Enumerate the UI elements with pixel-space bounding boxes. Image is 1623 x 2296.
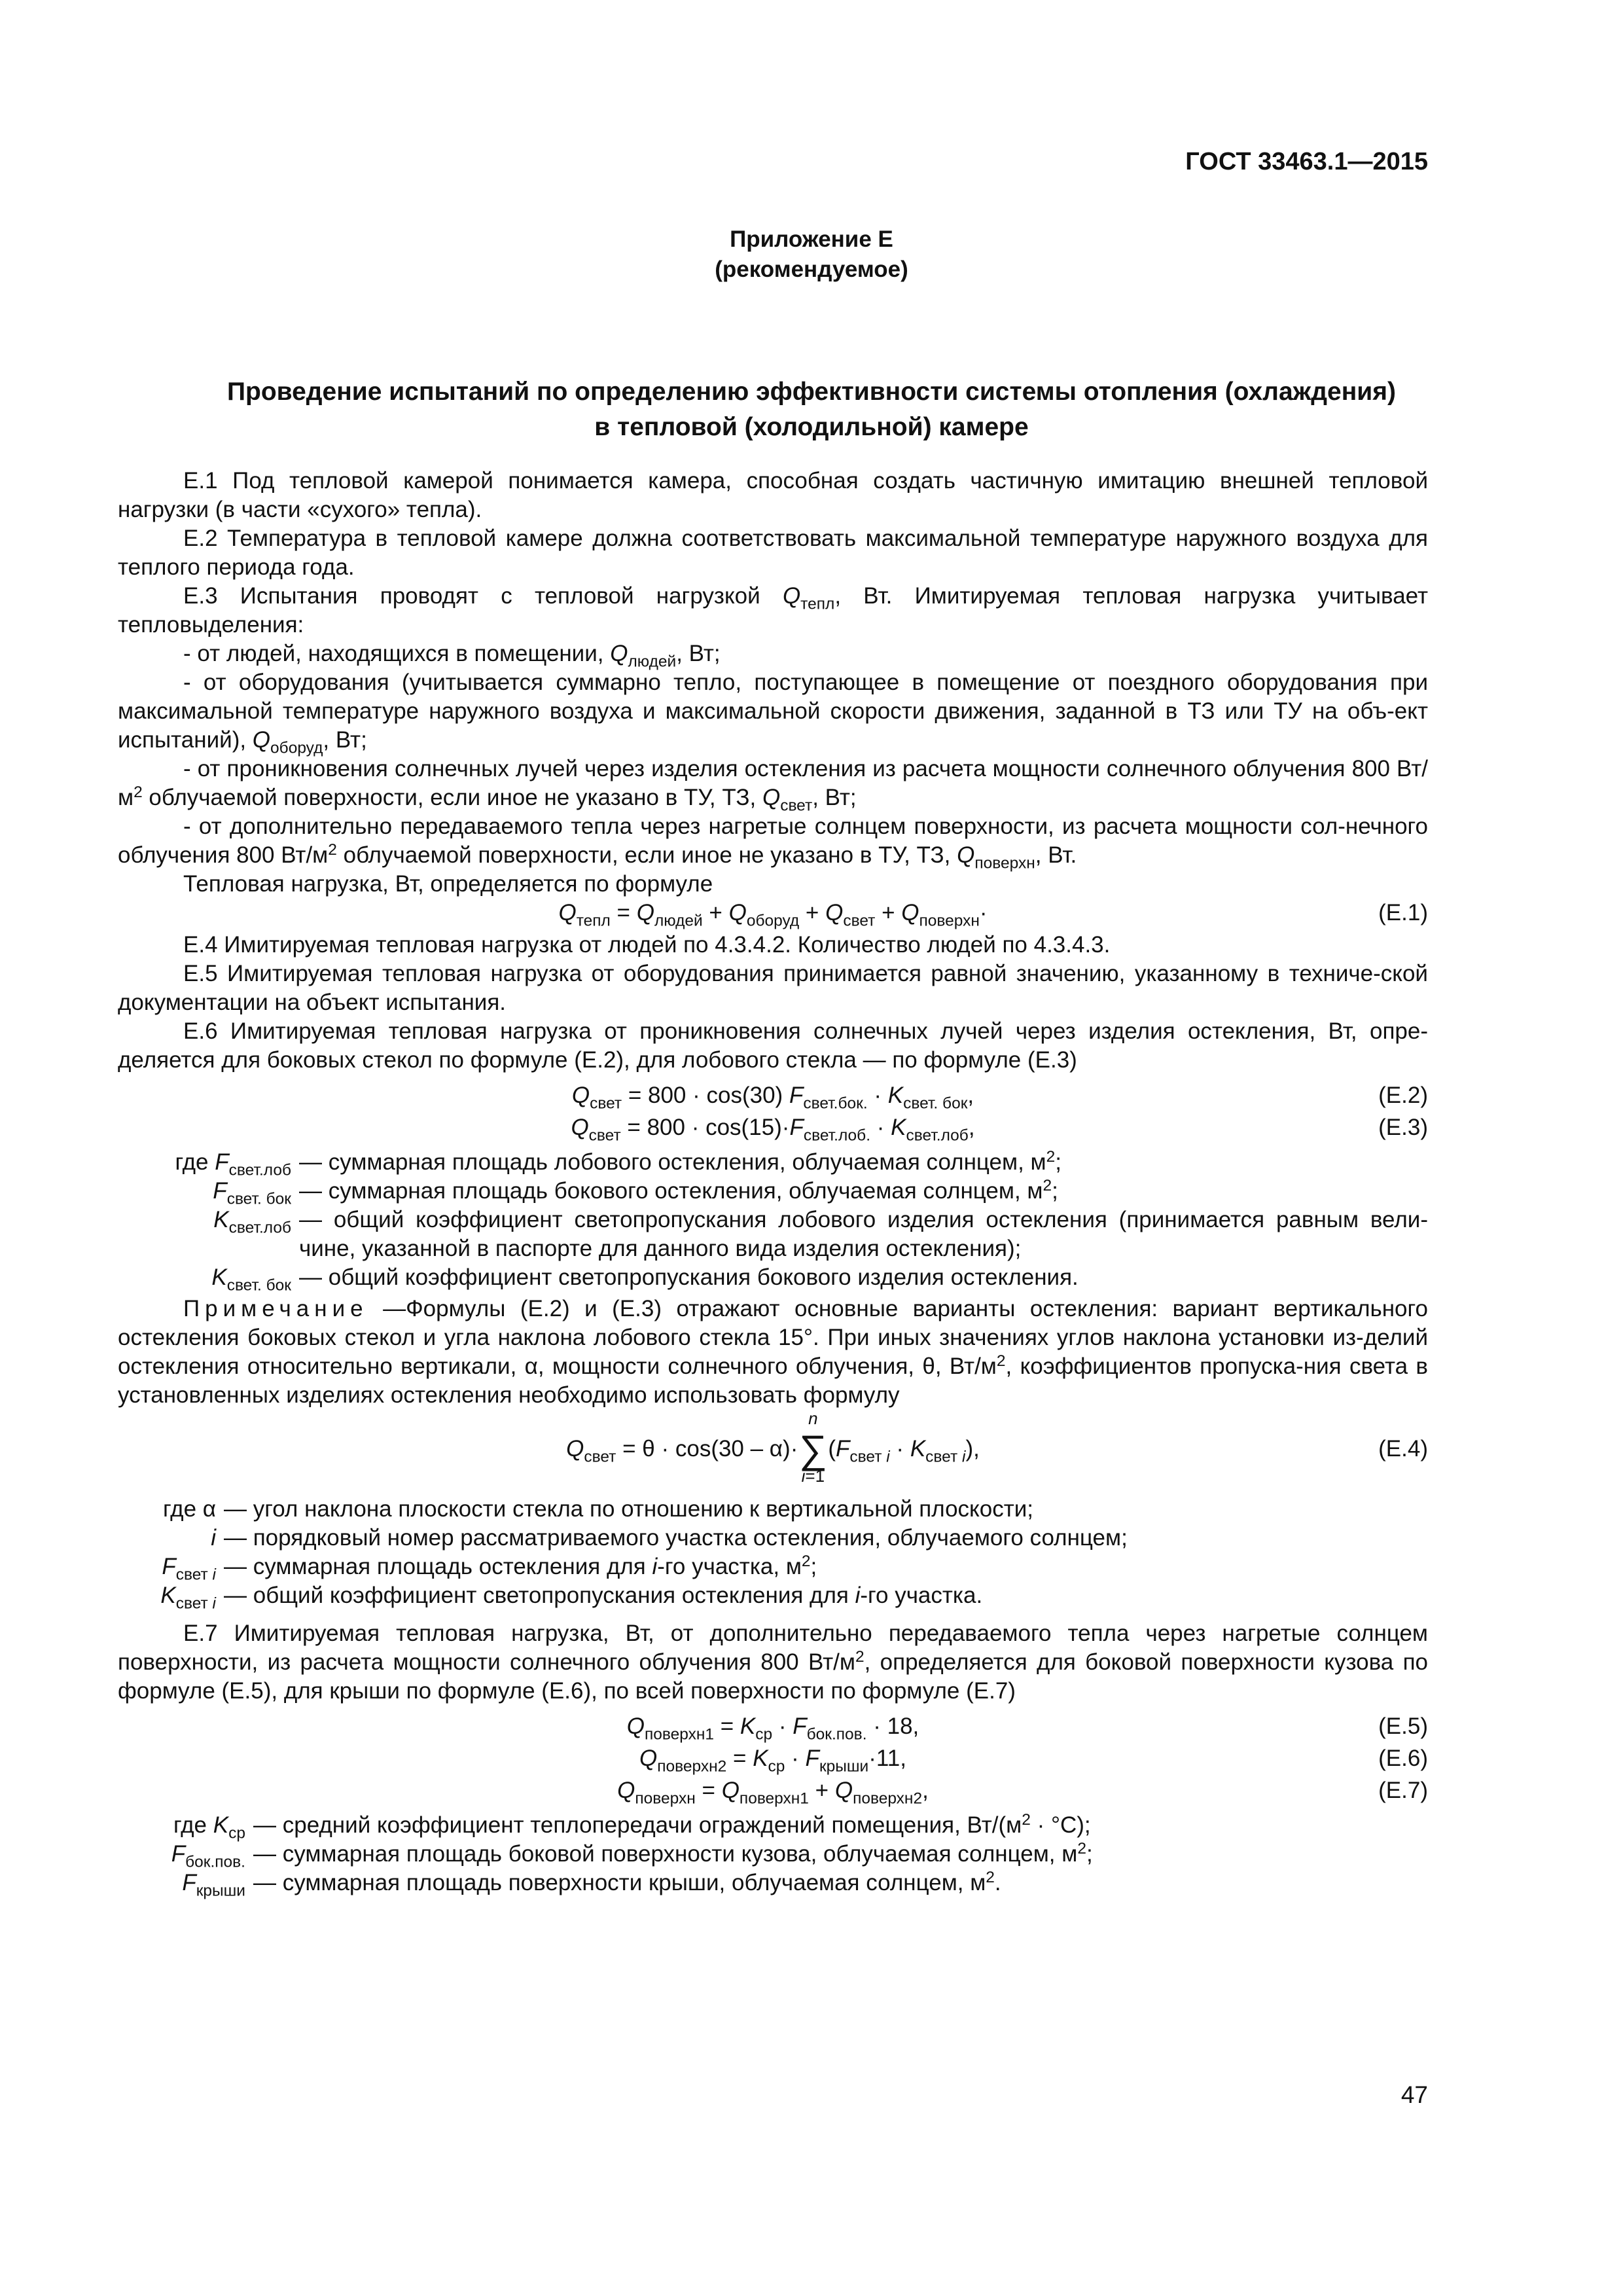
symbol-f: F — [162, 1554, 176, 1579]
symbol-k: K — [211, 1265, 227, 1290]
equation-formula — [118, 1712, 1428, 1744]
text-span: — общий коэффициент светопропускания остекления для — [224, 1583, 855, 1608]
text-span: - от оборудования (учитывается суммарно тепло, поступающее в помещение от поездного оборудования при максимальной температуре наружного воздуха и максимальной скорости движения, заданной в ТЗ или ТУ на объ-ект испытаний), — [118, 670, 1428, 753]
superscript: 2 — [986, 1868, 995, 1886]
operator: · — [979, 900, 988, 925]
symbol-alpha: α — [202, 1496, 216, 1522]
definition-symbol — [118, 1495, 216, 1524]
section-title — [0, 374, 1623, 445]
paragraph-e6: Е.6 Имитируемая тепловая нагрузка от проникновения солнечных лучей через изделия остекления, Вт, опре-деляется для боковых стекол по формуле (Е.2), для лобового стекла — по формуле (Е.3) — [118, 1018, 1428, 1073]
section-title-line-2: в тепловой (холодильной) камере — [594, 413, 1029, 441]
document-body — [118, 467, 1428, 1900]
operator: · — [772, 1713, 793, 1739]
equation-formula — [118, 1408, 1428, 1486]
text-span: Е.3 Испытания проводят с тепловой нагрузкой — [183, 583, 783, 609]
symbol-i: i — [212, 1566, 216, 1584]
definition-symbol — [115, 1869, 245, 1900]
superscript: 2 — [801, 1552, 811, 1570]
subscript: свет.бок. — [803, 1094, 868, 1113]
text-span: , Вт. — [1035, 842, 1077, 868]
subscript: поверхн2 — [853, 1789, 923, 1808]
symbol-k: K — [160, 1583, 176, 1608]
operator: , — [967, 1083, 974, 1108]
definition-symbol — [118, 1524, 216, 1552]
symbol-k: K — [740, 1713, 756, 1739]
operator: ), — [965, 1436, 980, 1462]
symbol-i: i — [211, 1525, 216, 1551]
subscript: поверхн — [919, 912, 980, 930]
definition-text — [224, 1581, 1428, 1610]
symbol-f: F — [213, 1178, 227, 1204]
text-span: — суммарная площадь лобового остекления, облучаемая солнцем, м — [299, 1149, 1046, 1175]
text-span: , Вт; — [323, 727, 367, 753]
symbol-k: K — [213, 1812, 229, 1838]
superscript: 2 — [1046, 1147, 1056, 1166]
symbol-k: K — [910, 1436, 926, 1462]
note — [118, 1295, 1428, 1410]
text-span: свет — [175, 1566, 208, 1584]
operator: , — [968, 1115, 975, 1140]
appendix-status: (рекомендуемое) — [715, 257, 908, 282]
operator: = — [695, 1778, 722, 1803]
subscript: свет.лоб — [906, 1126, 969, 1145]
operator: · 18, — [866, 1713, 919, 1739]
subscript: свет — [843, 912, 876, 930]
definitions-e3 — [115, 1147, 1428, 1295]
load-intro: Тепловая нагрузка, Вт, определяется по формуле — [183, 871, 713, 897]
symbol-k: K — [753, 1746, 768, 1771]
subscript: крыши — [196, 1882, 245, 1900]
subscript: крыши — [819, 1757, 869, 1776]
subscript — [925, 1448, 965, 1466]
operator: ( — [828, 1436, 836, 1462]
symbol-i: i — [212, 1594, 216, 1613]
subscript: людей — [628, 653, 677, 671]
symbol-i: i — [962, 1448, 966, 1466]
subscript: свет. бок — [226, 1276, 291, 1295]
bullet-sunlight — [118, 755, 1428, 815]
subscript: свет.лоб — [228, 1219, 291, 1237]
symbol-q: Q — [901, 900, 919, 925]
definitions-e4 — [118, 1495, 1428, 1613]
bullet-people — [118, 639, 1428, 671]
equation-formula — [118, 1744, 1428, 1776]
paragraph-e1: Е.1 Под тепловой камерой понимается камера, способная создать частичную имитацию внешней тепловой нагрузки (в части «сухого» тепла). — [118, 468, 1428, 522]
text-span: ; — [1052, 1178, 1058, 1204]
paragraph-e2: Е.2 Температура в тепловой камере должна соответствовать максимальной температуре наружного воздуха для теплого периода года. — [118, 526, 1428, 580]
text-span: - от дополнительно передаваемого тепла через нагретые солнцем поверхности, из расчета мощности сол-нечного облучения 800 Вт/м — [118, 814, 1428, 868]
sum-upper-limit: n — [808, 1408, 818, 1428]
equation-e7 — [118, 1776, 1428, 1808]
subscript: свет — [584, 1448, 616, 1466]
equation-formula — [118, 1776, 1428, 1808]
equation-e6 — [118, 1744, 1428, 1776]
text-span: где — [173, 1812, 213, 1838]
superscript: 2 — [134, 783, 143, 801]
definition-symbol — [115, 1206, 291, 1263]
definitions-e7 — [115, 1810, 1428, 1900]
symbol-q: Q — [957, 842, 975, 868]
subscript: свет — [780, 797, 813, 815]
text-span: =1 — [805, 1466, 825, 1486]
symbol-q: Q — [571, 1083, 590, 1108]
subscript: свет. бок — [903, 1094, 968, 1113]
symbol-q: Q — [825, 900, 844, 925]
symbol-f: F — [789, 1083, 804, 1108]
symbol-q: Q — [834, 1778, 853, 1803]
text-span: ; — [1086, 1841, 1093, 1867]
symbol-i: i — [886, 1448, 890, 1466]
text-span: облучаемой поверхности, если иное не указано в ТУ, ТЗ, — [336, 842, 957, 868]
subscript: свет.лоб. — [803, 1126, 870, 1145]
symbol-f: F — [182, 1870, 196, 1895]
text-span: , Вт; — [812, 785, 857, 810]
subscript: оборуд — [746, 912, 800, 930]
definition-text: — общий коэффициент светопропускания бокового изделия остекления. — [299, 1265, 1079, 1290]
symbol-i: i — [652, 1554, 658, 1579]
symbol-q: Q — [626, 1713, 645, 1739]
definition-text — [253, 1840, 1428, 1869]
text-span: — суммарная площадь остекления для — [224, 1554, 652, 1579]
symbol-q: Q — [610, 641, 628, 666]
symbol-f: F — [805, 1746, 819, 1771]
symbol-f: F — [789, 1115, 804, 1140]
definition-text — [253, 1811, 1428, 1840]
symbol-q: Q — [762, 785, 781, 810]
paragraph-e7 — [118, 1619, 1428, 1706]
paragraph-e4: Е.4 Имитируемая тепловая нагрузка от людей по 4.3.4.2. Количество людей по 4.3.4.3. — [183, 932, 1111, 958]
symbol-q: Q — [571, 1115, 589, 1140]
operator: = θ · cos(30 – α)· — [616, 1436, 798, 1462]
definition-symbol — [115, 1177, 291, 1206]
operator: · — [785, 1746, 806, 1771]
text-span: . — [994, 1870, 1001, 1895]
equation-e3 — [118, 1113, 1428, 1145]
operator: ·11, — [868, 1746, 906, 1771]
text-span: ; — [1055, 1149, 1061, 1175]
text-span: — суммарная площадь поверхности крыши, облучаемая солнцем, м — [253, 1870, 986, 1895]
equation-number: (Е.5) — [1378, 1713, 1428, 1739]
symbol-f: F — [171, 1841, 186, 1867]
sum-lower-limit — [785, 1467, 841, 1485]
definition-text — [299, 1177, 1428, 1206]
subscript: ср — [755, 1725, 773, 1744]
equation-formula — [118, 1081, 1428, 1113]
standard-code: ГОСТ 33463.1—2015 — [1185, 148, 1428, 175]
paragraph-e5: Е.5 Имитируемая тепловая нагрузка от оборудования принимается равной значению, указанному в техниче-ской документации на объект испытания. — [118, 961, 1428, 1015]
symbol-q: Q — [728, 900, 747, 925]
superscript: 2 — [855, 1647, 865, 1666]
operator: = — [726, 1746, 753, 1771]
superscript: 2 — [1022, 1810, 1031, 1829]
symbol-i: i — [855, 1583, 861, 1608]
subscript — [849, 1448, 889, 1466]
text-span: , коэффициентов пропуска-ния света в установленных изделиях остекления необходимо использовать формулу — [118, 1354, 1428, 1408]
symbol-k: K — [891, 1115, 906, 1140]
subscript: ср — [228, 1824, 245, 1842]
symbol-q: Q — [639, 1746, 658, 1771]
definition-symbol — [115, 1263, 291, 1295]
operator: + — [808, 1778, 835, 1803]
bullet-heated-surfaces — [118, 812, 1428, 870]
operator: = — [713, 1713, 740, 1739]
operator: + — [799, 900, 826, 925]
symbol-k: K — [887, 1083, 904, 1108]
equation-e2 — [118, 1081, 1428, 1113]
subscript: поверхн — [974, 854, 1035, 872]
text-span: свет — [925, 1448, 958, 1466]
bullet-equipment — [118, 668, 1428, 755]
subscript: свет.лоб — [228, 1161, 291, 1179]
sum-sign: ∑ n i=1 — [798, 1435, 828, 1464]
symbol-i: i — [801, 1466, 806, 1486]
text-span: - от проникновения солнечных лучей через изделия остекления из расчета мощности солнечного облучения 800 Вт/м — [118, 756, 1428, 810]
text-span: , Вт. Имитируемая тепловая нагрузка учитывает тепловыделения: — [118, 583, 1429, 637]
paragraph-e3 — [118, 582, 1428, 639]
symbol-f: F — [793, 1713, 807, 1739]
superscript: 2 — [996, 1352, 1006, 1370]
note-label: Примечание — [183, 1296, 368, 1321]
subscript: оборуд — [270, 739, 323, 757]
operator: = 800 · cos(30) — [622, 1083, 789, 1108]
subscript: бок.пов. — [185, 1853, 245, 1871]
symbol-k: K — [213, 1207, 229, 1232]
equation-e5 — [118, 1712, 1428, 1744]
subscript: бок.пов. — [806, 1725, 867, 1744]
subscript: поверхн — [635, 1789, 696, 1808]
definition-text — [224, 1552, 1428, 1581]
text-span: -го участка, м — [657, 1554, 802, 1579]
text-span: свет — [849, 1448, 882, 1466]
symbol-q: Q — [636, 900, 654, 925]
text-span: · °С); — [1030, 1812, 1091, 1838]
symbol-q: Q — [566, 1436, 584, 1462]
subscript: ср — [768, 1757, 785, 1776]
definition-text: — порядковый номер рассматриваемого участка остекления, облучаемого солнцем; — [224, 1525, 1128, 1551]
definition-text: — общий коэффициент светопропускания лобового изделия остекления (принимается равным вели-чине, указанной в паспорте для данного вида изделия остекления); — [299, 1207, 1428, 1261]
equation-number: (Е.3) — [1378, 1115, 1428, 1140]
text-span: , определяется для боковой поверхности кузова по формуле (Е.5), для крыши по формуле (Е.6), по всей поверхности по формуле (Е.7) — [118, 1649, 1428, 1704]
symbol-f: F — [215, 1149, 229, 1175]
operator: · — [867, 1083, 888, 1108]
operator: = — [610, 900, 637, 925]
subscript: тепл — [800, 595, 835, 613]
text-span: — суммарная площадь бокового остекления, облучаемая солнцем, м — [299, 1178, 1043, 1204]
symbol-q: Q — [721, 1778, 740, 1803]
subscript: тепл — [576, 912, 611, 930]
superscript: 2 — [328, 840, 337, 859]
subscript: людей — [654, 912, 703, 930]
symbol-q: Q — [782, 583, 801, 609]
superscript: 2 — [1043, 1176, 1052, 1194]
text-span: облучаемой поверхности, если иное не указано в ТУ, ТЗ, — [142, 785, 762, 810]
equation-e4 — [118, 1410, 1428, 1492]
equation-formula — [118, 899, 1428, 930]
operator: + — [875, 900, 902, 925]
text-span: - от людей, находящихся в помещении, — [183, 641, 611, 666]
symbol-q: Q — [617, 1778, 635, 1803]
definition-text: — угол наклона плоскости стекла по отношению к вертикальной плоскости; — [224, 1496, 1034, 1522]
superscript: 2 — [1077, 1839, 1086, 1857]
subscript: поверхн1 — [644, 1725, 714, 1744]
text-span: Е.7 Имитируемая тепловая нагрузка, Вт, от дополнительно передаваемого тепла через нагретые солнцем поверхности, из расчета мощности солнечного облучения 800 Вт/м — [118, 1621, 1428, 1675]
text-span: где — [175, 1149, 215, 1175]
symbol-f: F — [836, 1436, 850, 1462]
text-span: -го участка. — [860, 1583, 983, 1608]
definition-symbol — [115, 1811, 245, 1840]
text-span: где — [162, 1496, 203, 1522]
definition-symbol — [115, 1840, 245, 1869]
subscript: свет — [590, 1094, 622, 1113]
operator: · — [889, 1436, 910, 1462]
equation-formula — [118, 1113, 1428, 1145]
equation-number: (Е.4) — [1378, 1436, 1428, 1462]
text-span: ; — [810, 1554, 817, 1579]
definition-symbol — [118, 1552, 216, 1584]
subscript: поверхн2 — [657, 1757, 727, 1776]
equation-number: (Е.2) — [1378, 1083, 1428, 1108]
appendix-label: Приложение Е — [730, 226, 893, 252]
section-title-line-1: Проведение испытаний по определению эффективности системы отопления (охлаждения) — [226, 378, 1397, 406]
text-span: , Вт; — [676, 641, 721, 666]
text-span: — суммарная площадь боковой поверхности кузова, облучаемая солнцем, м — [253, 1841, 1078, 1867]
definition-symbol — [118, 1581, 216, 1613]
appendix-heading — [0, 224, 1623, 285]
operator: , — [922, 1778, 929, 1803]
operator: + — [702, 900, 729, 925]
subscript: свет. бок — [226, 1190, 291, 1208]
definition-text — [299, 1148, 1428, 1177]
text-span: —Формулы (Е.2) и (Е.3) отражают основные варианты остекления: вариант вертикального остекления боковых стекол и угла наклона лобового стекла 15°. При иных значениях углов наклона установки из-делий остекления относительно вертикали, α, мощности солнечного облучения, θ, Вт/м — [118, 1296, 1428, 1379]
page-number: 47 — [1400, 2081, 1428, 2108]
equation-number: (Е.7) — [1378, 1778, 1428, 1803]
operator: · — [870, 1115, 891, 1140]
equation-number: (Е.1) — [1378, 900, 1428, 925]
text-span: — средний коэффициент теплопередачи ограждений помещения, Вт/(м — [253, 1812, 1022, 1838]
definition-text — [253, 1869, 1428, 1897]
text-span: свет — [175, 1594, 208, 1613]
subscript — [176, 1595, 216, 1613]
symbol-q: Q — [558, 900, 577, 925]
equation-e1 — [118, 899, 1428, 931]
definition-symbol — [115, 1148, 291, 1177]
operator: = 800 · cos(15)· — [620, 1115, 790, 1140]
subscript: поверхн1 — [739, 1789, 809, 1808]
equation-number: (Е.6) — [1378, 1746, 1428, 1771]
symbol-q: Q — [252, 727, 271, 753]
subscript: свет — [588, 1126, 621, 1145]
